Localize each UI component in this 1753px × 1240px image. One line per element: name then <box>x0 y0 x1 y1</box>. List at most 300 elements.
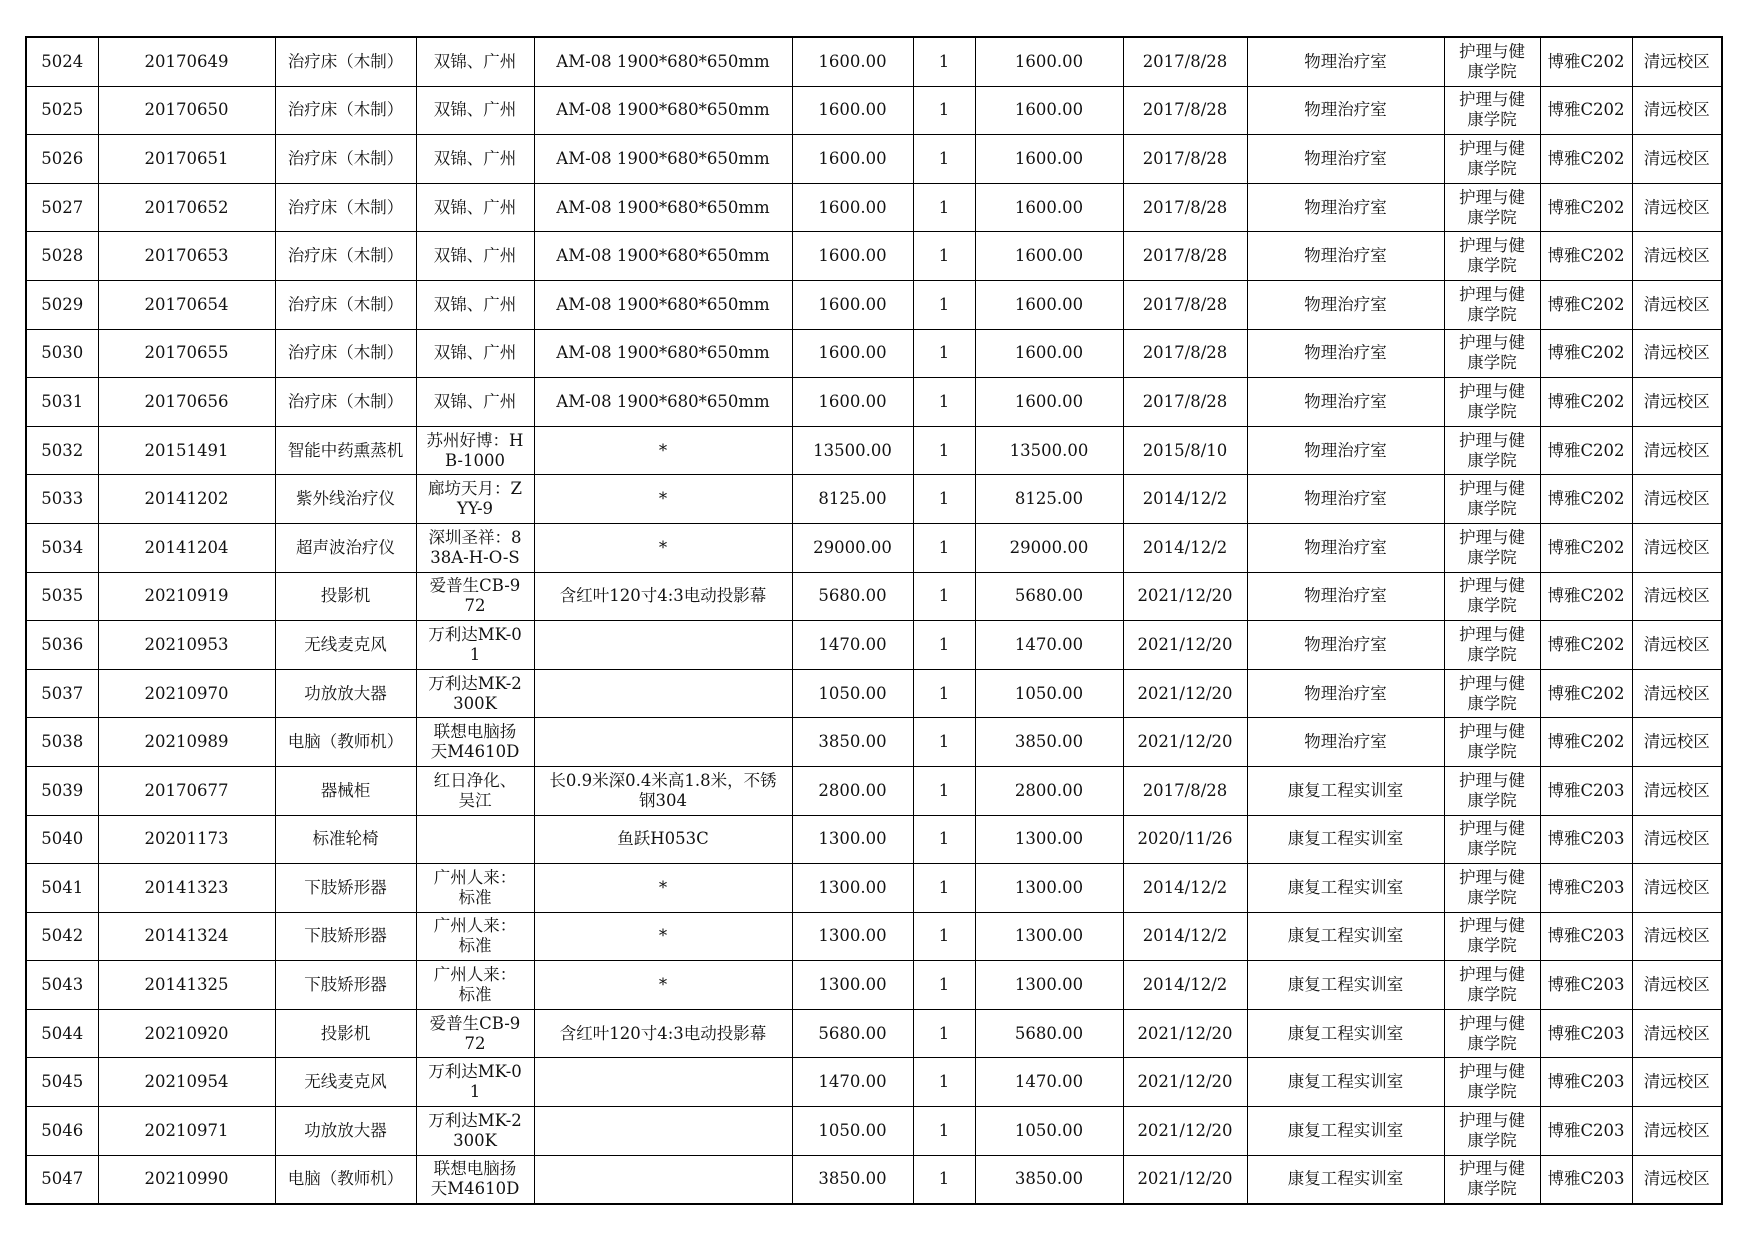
cell-room: 物理治疗室 <box>1247 86 1444 135</box>
table-row <box>26 1058 1722 1107</box>
cell-asset-name: 紫外线治疗仪 <box>275 475 416 524</box>
cell-campus: 清远校区 <box>1632 864 1722 913</box>
cell-quantity: 1 <box>913 621 975 670</box>
cell-location: 博雅C202 <box>1540 475 1632 524</box>
cell-asset-code: 20170653 <box>98 232 275 281</box>
cell-purchase-date: 2017/8/28 <box>1123 183 1247 232</box>
cell-unit-price: 3850.00 <box>792 1155 913 1204</box>
cell-asset-code: 20141204 <box>98 523 275 572</box>
cell-room: 物理治疗室 <box>1247 329 1444 378</box>
cell-specification: AM-08 1900*680*650mm <box>534 86 792 135</box>
cell-quantity: 1 <box>913 426 975 475</box>
cell-unit-price: 1600.00 <box>792 183 913 232</box>
cell-amount: 2800.00 <box>975 766 1123 815</box>
cell-purchase-date: 2021/12/20 <box>1123 621 1247 670</box>
cell-amount: 1050.00 <box>975 669 1123 718</box>
cell-unit-price: 8125.00 <box>792 475 913 524</box>
cell-campus: 清远校区 <box>1632 378 1722 427</box>
cell-brand-model: 广州人来：标准 <box>416 864 534 913</box>
cell-quantity: 1 <box>913 961 975 1010</box>
table-row <box>26 669 1722 718</box>
cell-department: 护理与健康学院 <box>1444 669 1540 718</box>
cell-quantity: 1 <box>913 135 975 184</box>
cell-room: 康复工程实训室 <box>1247 1155 1444 1204</box>
cell-asset-code: 20210953 <box>98 621 275 670</box>
cell-unit-price: 1300.00 <box>792 961 913 1010</box>
cell-seq: 5045 <box>26 1058 98 1107</box>
cell-seq: 5046 <box>26 1107 98 1156</box>
cell-purchase-date: 2021/12/20 <box>1123 1155 1247 1204</box>
cell-department: 护理与健康学院 <box>1444 426 1540 475</box>
cell-department: 护理与健康学院 <box>1444 378 1540 427</box>
cell-amount: 1600.00 <box>975 280 1123 329</box>
cell-asset-code: 20141325 <box>98 961 275 1010</box>
cell-campus: 清远校区 <box>1632 1009 1722 1058</box>
table-row <box>26 232 1722 281</box>
cell-quantity: 1 <box>913 86 975 135</box>
cell-specification: AM-08 1900*680*650mm <box>534 232 792 281</box>
cell-campus: 清远校区 <box>1632 523 1722 572</box>
cell-seq: 5036 <box>26 621 98 670</box>
cell-amount: 1300.00 <box>975 815 1123 864</box>
cell-location: 博雅C203 <box>1540 1107 1632 1156</box>
cell-seq: 5025 <box>26 86 98 135</box>
cell-asset-code: 20210919 <box>98 572 275 621</box>
cell-purchase-date: 2017/8/28 <box>1123 37 1247 86</box>
cell-amount: 1600.00 <box>975 329 1123 378</box>
cell-brand-model: 双锦、广州 <box>416 329 534 378</box>
cell-purchase-date: 2014/12/2 <box>1123 864 1247 913</box>
cell-purchase-date: 2017/8/28 <box>1123 766 1247 815</box>
cell-specification: AM-08 1900*680*650mm <box>534 183 792 232</box>
cell-brand-model: 红日净化、吴江 <box>416 766 534 815</box>
cell-quantity: 1 <box>913 572 975 621</box>
cell-department: 护理与健康学院 <box>1444 37 1540 86</box>
cell-brand-model: 双锦、广州 <box>416 378 534 427</box>
cell-asset-name: 治疗床（木制） <box>275 37 416 86</box>
cell-asset-code: 20141202 <box>98 475 275 524</box>
cell-purchase-date: 2015/8/10 <box>1123 426 1247 475</box>
cell-unit-price: 1300.00 <box>792 815 913 864</box>
cell-purchase-date: 2021/12/20 <box>1123 1107 1247 1156</box>
cell-unit-price: 1470.00 <box>792 1058 913 1107</box>
cell-room: 康复工程实训室 <box>1247 864 1444 913</box>
cell-room: 康复工程实训室 <box>1247 1058 1444 1107</box>
cell-asset-code: 20201173 <box>98 815 275 864</box>
cell-room: 物理治疗室 <box>1247 232 1444 281</box>
cell-asset-name: 治疗床（木制） <box>275 135 416 184</box>
cell-campus: 清远校区 <box>1632 1107 1722 1156</box>
cell-quantity: 1 <box>913 864 975 913</box>
cell-location: 博雅C202 <box>1540 523 1632 572</box>
cell-department: 护理与健康学院 <box>1444 864 1540 913</box>
cell-purchase-date: 2021/12/20 <box>1123 1058 1247 1107</box>
cell-asset-name: 投影机 <box>275 1009 416 1058</box>
cell-purchase-date: 2014/12/2 <box>1123 475 1247 524</box>
cell-department: 护理与健康学院 <box>1444 135 1540 184</box>
cell-campus: 清远校区 <box>1632 1155 1722 1204</box>
cell-amount: 5680.00 <box>975 1009 1123 1058</box>
cell-amount: 3850.00 <box>975 1155 1123 1204</box>
cell-amount: 1300.00 <box>975 961 1123 1010</box>
cell-seq: 5031 <box>26 378 98 427</box>
cell-asset-name: 下肢矫形器 <box>275 961 416 1010</box>
cell-quantity: 1 <box>913 475 975 524</box>
cell-purchase-date: 2017/8/28 <box>1123 329 1247 378</box>
cell-room: 物理治疗室 <box>1247 718 1444 767</box>
cell-asset-name: 功放放大器 <box>275 669 416 718</box>
cell-brand-model: 苏州好博：HB-1000 <box>416 426 534 475</box>
cell-room: 康复工程实训室 <box>1247 766 1444 815</box>
cell-quantity: 1 <box>913 37 975 86</box>
cell-seq: 5029 <box>26 280 98 329</box>
cell-room: 康复工程实训室 <box>1247 912 1444 961</box>
table-row <box>26 961 1722 1010</box>
cell-seq: 5028 <box>26 232 98 281</box>
cell-seq: 5035 <box>26 572 98 621</box>
cell-quantity: 1 <box>913 912 975 961</box>
cell-specification: AM-08 1900*680*650mm <box>534 378 792 427</box>
cell-campus: 清远校区 <box>1632 718 1722 767</box>
cell-quantity: 1 <box>913 280 975 329</box>
cell-specification: * <box>534 475 792 524</box>
cell-department: 护理与健康学院 <box>1444 815 1540 864</box>
table-row <box>26 912 1722 961</box>
cell-location: 博雅C203 <box>1540 1058 1632 1107</box>
cell-department: 护理与健康学院 <box>1444 912 1540 961</box>
cell-location: 博雅C203 <box>1540 1009 1632 1058</box>
cell-unit-price: 1600.00 <box>792 37 913 86</box>
cell-asset-code: 20210989 <box>98 718 275 767</box>
cell-quantity: 1 <box>913 815 975 864</box>
cell-asset-name: 无线麦克风 <box>275 621 416 670</box>
cell-specification <box>534 669 792 718</box>
cell-purchase-date: 2014/12/2 <box>1123 523 1247 572</box>
cell-asset-name: 治疗床（木制） <box>275 280 416 329</box>
cell-brand-model: 联想电脑扬天M4610D <box>416 1155 534 1204</box>
cell-room: 物理治疗室 <box>1247 280 1444 329</box>
cell-asset-name: 标准轮椅 <box>275 815 416 864</box>
cell-room: 物理治疗室 <box>1247 426 1444 475</box>
cell-quantity: 1 <box>913 766 975 815</box>
cell-room: 物理治疗室 <box>1247 572 1444 621</box>
cell-unit-price: 1600.00 <box>792 329 913 378</box>
cell-department: 护理与健康学院 <box>1444 1058 1540 1107</box>
cell-room: 物理治疗室 <box>1247 183 1444 232</box>
cell-seq: 5038 <box>26 718 98 767</box>
cell-asset-name: 电脑（教师机） <box>275 718 416 767</box>
table-row <box>26 572 1722 621</box>
cell-seq: 5030 <box>26 329 98 378</box>
cell-department: 护理与健康学院 <box>1444 86 1540 135</box>
cell-specification: * <box>534 961 792 1010</box>
cell-location: 博雅C203 <box>1540 1155 1632 1204</box>
cell-department: 护理与健康学院 <box>1444 572 1540 621</box>
cell-location: 博雅C203 <box>1540 815 1632 864</box>
cell-asset-code: 20170677 <box>98 766 275 815</box>
cell-campus: 清远校区 <box>1632 572 1722 621</box>
cell-amount: 8125.00 <box>975 475 1123 524</box>
cell-asset-name: 智能中药熏蒸机 <box>275 426 416 475</box>
table-row <box>26 280 1722 329</box>
cell-asset-code: 20210971 <box>98 1107 275 1156</box>
table-row <box>26 135 1722 184</box>
cell-purchase-date: 2014/12/2 <box>1123 961 1247 1010</box>
cell-asset-code: 20170655 <box>98 329 275 378</box>
cell-brand-model: 广州人来：标准 <box>416 961 534 1010</box>
cell-amount: 1470.00 <box>975 621 1123 670</box>
cell-seq: 5033 <box>26 475 98 524</box>
cell-amount: 1600.00 <box>975 135 1123 184</box>
cell-specification: * <box>534 864 792 913</box>
cell-room: 物理治疗室 <box>1247 523 1444 572</box>
cell-asset-name: 功放放大器 <box>275 1107 416 1156</box>
cell-seq: 5041 <box>26 864 98 913</box>
cell-quantity: 1 <box>913 378 975 427</box>
cell-brand-model: 爱普生CB-972 <box>416 1009 534 1058</box>
cell-specification: * <box>534 523 792 572</box>
cell-asset-code: 20210920 <box>98 1009 275 1058</box>
cell-specification: AM-08 1900*680*650mm <box>534 280 792 329</box>
cell-location: 博雅C202 <box>1540 572 1632 621</box>
cell-specification <box>534 1107 792 1156</box>
cell-amount: 1050.00 <box>975 1107 1123 1156</box>
cell-asset-name: 治疗床（木制） <box>275 86 416 135</box>
cell-amount: 1600.00 <box>975 86 1123 135</box>
cell-unit-price: 1300.00 <box>792 864 913 913</box>
cell-location: 博雅C202 <box>1540 329 1632 378</box>
cell-asset-code: 20170649 <box>98 37 275 86</box>
cell-department: 护理与健康学院 <box>1444 475 1540 524</box>
table-row <box>26 183 1722 232</box>
cell-amount: 1470.00 <box>975 1058 1123 1107</box>
cell-quantity: 1 <box>913 232 975 281</box>
cell-unit-price: 5680.00 <box>792 572 913 621</box>
cell-department: 护理与健康学院 <box>1444 232 1540 281</box>
cell-department: 护理与健康学院 <box>1444 1107 1540 1156</box>
table-row <box>26 815 1722 864</box>
cell-department: 护理与健康学院 <box>1444 961 1540 1010</box>
cell-unit-price: 1600.00 <box>792 280 913 329</box>
cell-asset-code: 20170656 <box>98 378 275 427</box>
cell-seq: 5044 <box>26 1009 98 1058</box>
cell-seq: 5043 <box>26 961 98 1010</box>
cell-campus: 清远校区 <box>1632 961 1722 1010</box>
cell-quantity: 1 <box>913 1155 975 1204</box>
cell-asset-name: 下肢矫形器 <box>275 864 416 913</box>
cell-brand-model: 万利达MK-2300K <box>416 1107 534 1156</box>
cell-room: 康复工程实训室 <box>1247 815 1444 864</box>
cell-specification <box>534 718 792 767</box>
cell-specification: 含红叶120寸4:3电动投影幕 <box>534 572 792 621</box>
cell-specification: 长0.9米深0.4米高1.8米，不锈钢304 <box>534 766 792 815</box>
cell-room: 康复工程实训室 <box>1247 1009 1444 1058</box>
cell-campus: 清远校区 <box>1632 280 1722 329</box>
cell-asset-code: 20210954 <box>98 1058 275 1107</box>
cell-seq: 5037 <box>26 669 98 718</box>
cell-seq: 5047 <box>26 1155 98 1204</box>
cell-brand-model: 爱普生CB-972 <box>416 572 534 621</box>
cell-location: 博雅C202 <box>1540 86 1632 135</box>
table-row <box>26 864 1722 913</box>
cell-department: 护理与健康学院 <box>1444 766 1540 815</box>
cell-unit-price: 1600.00 <box>792 378 913 427</box>
cell-location: 博雅C203 <box>1540 766 1632 815</box>
cell-department: 护理与健康学院 <box>1444 718 1540 767</box>
cell-purchase-date: 2017/8/28 <box>1123 280 1247 329</box>
cell-brand-model: 联想电脑扬天M4610D <box>416 718 534 767</box>
cell-campus: 清远校区 <box>1632 37 1722 86</box>
asset-table-body <box>26 37 1722 1204</box>
cell-unit-price: 1600.00 <box>792 232 913 281</box>
cell-brand-model: 双锦、广州 <box>416 280 534 329</box>
cell-specification: AM-08 1900*680*650mm <box>534 329 792 378</box>
cell-purchase-date: 2020/11/26 <box>1123 815 1247 864</box>
cell-asset-code: 20210990 <box>98 1155 275 1204</box>
cell-location: 博雅C202 <box>1540 378 1632 427</box>
cell-brand-model: 广州人来：标准 <box>416 912 534 961</box>
cell-asset-name: 治疗床（木制） <box>275 183 416 232</box>
cell-department: 护理与健康学院 <box>1444 621 1540 670</box>
cell-brand-model: 双锦、广州 <box>416 135 534 184</box>
cell-room: 物理治疗室 <box>1247 621 1444 670</box>
cell-specification <box>534 1155 792 1204</box>
cell-brand-model: 深圳圣祥：838A-H-O-S <box>416 523 534 572</box>
cell-room: 物理治疗室 <box>1247 135 1444 184</box>
table-row <box>26 37 1722 86</box>
cell-purchase-date: 2017/8/28 <box>1123 378 1247 427</box>
asset-table <box>25 36 1723 1205</box>
cell-asset-name: 下肢矫形器 <box>275 912 416 961</box>
cell-room: 物理治疗室 <box>1247 378 1444 427</box>
cell-location: 博雅C202 <box>1540 669 1632 718</box>
cell-asset-name: 投影机 <box>275 572 416 621</box>
cell-location: 博雅C202 <box>1540 718 1632 767</box>
cell-unit-price: 2800.00 <box>792 766 913 815</box>
cell-department: 护理与健康学院 <box>1444 523 1540 572</box>
cell-asset-name: 无线麦克风 <box>275 1058 416 1107</box>
cell-brand-model: 廊坊天月：ZYY-9 <box>416 475 534 524</box>
table-row <box>26 475 1722 524</box>
cell-seq: 5042 <box>26 912 98 961</box>
cell-specification: * <box>534 426 792 475</box>
cell-asset-name: 超声波治疗仪 <box>275 523 416 572</box>
cell-quantity: 1 <box>913 1058 975 1107</box>
cell-asset-code: 20151491 <box>98 426 275 475</box>
cell-location: 博雅C202 <box>1540 426 1632 475</box>
cell-unit-price: 1600.00 <box>792 86 913 135</box>
cell-purchase-date: 2021/12/20 <box>1123 669 1247 718</box>
cell-unit-price: 29000.00 <box>792 523 913 572</box>
table-row <box>26 1107 1722 1156</box>
cell-campus: 清远校区 <box>1632 815 1722 864</box>
cell-purchase-date: 2021/12/20 <box>1123 1009 1247 1058</box>
cell-amount: 1600.00 <box>975 378 1123 427</box>
cell-location: 博雅C203 <box>1540 961 1632 1010</box>
cell-unit-price: 1470.00 <box>792 621 913 670</box>
cell-purchase-date: 2014/12/2 <box>1123 912 1247 961</box>
cell-specification: 鱼跃H053C <box>534 815 792 864</box>
cell-asset-name: 治疗床（木制） <box>275 378 416 427</box>
cell-purchase-date: 2021/12/20 <box>1123 718 1247 767</box>
cell-asset-name: 治疗床（木制） <box>275 232 416 281</box>
cell-unit-price: 1300.00 <box>792 912 913 961</box>
cell-unit-price: 1050.00 <box>792 1107 913 1156</box>
cell-campus: 清远校区 <box>1632 475 1722 524</box>
table-row <box>26 426 1722 475</box>
cell-amount: 1300.00 <box>975 864 1123 913</box>
cell-asset-code: 20170652 <box>98 183 275 232</box>
cell-purchase-date: 2017/8/28 <box>1123 135 1247 184</box>
table-row <box>26 1155 1722 1204</box>
cell-room: 物理治疗室 <box>1247 475 1444 524</box>
cell-brand-model: 万利达MK-01 <box>416 621 534 670</box>
cell-campus: 清远校区 <box>1632 669 1722 718</box>
cell-amount: 13500.00 <box>975 426 1123 475</box>
cell-quantity: 1 <box>913 718 975 767</box>
cell-brand-model: 双锦、广州 <box>416 86 534 135</box>
table-row <box>26 718 1722 767</box>
cell-seq: 5026 <box>26 135 98 184</box>
cell-quantity: 1 <box>913 1009 975 1058</box>
cell-asset-code: 20170650 <box>98 86 275 135</box>
cell-seq: 5027 <box>26 183 98 232</box>
cell-specification: AM-08 1900*680*650mm <box>534 135 792 184</box>
cell-department: 护理与健康学院 <box>1444 280 1540 329</box>
table-row <box>26 378 1722 427</box>
cell-campus: 清远校区 <box>1632 86 1722 135</box>
cell-location: 博雅C202 <box>1540 621 1632 670</box>
cell-campus: 清远校区 <box>1632 183 1722 232</box>
cell-unit-price: 1600.00 <box>792 135 913 184</box>
cell-campus: 清远校区 <box>1632 135 1722 184</box>
cell-campus: 清远校区 <box>1632 621 1722 670</box>
table-row <box>26 766 1722 815</box>
cell-specification: * <box>534 912 792 961</box>
cell-amount: 29000.00 <box>975 523 1123 572</box>
cell-seq: 5039 <box>26 766 98 815</box>
cell-location: 博雅C203 <box>1540 864 1632 913</box>
cell-brand-model: 双锦、广州 <box>416 183 534 232</box>
cell-quantity: 1 <box>913 669 975 718</box>
cell-purchase-date: 2021/12/20 <box>1123 572 1247 621</box>
cell-location: 博雅C202 <box>1540 183 1632 232</box>
table-row <box>26 329 1722 378</box>
cell-location: 博雅C202 <box>1540 37 1632 86</box>
cell-purchase-date: 2017/8/28 <box>1123 232 1247 281</box>
cell-specification <box>534 1058 792 1107</box>
cell-seq: 5040 <box>26 815 98 864</box>
cell-campus: 清远校区 <box>1632 232 1722 281</box>
cell-seq: 5024 <box>26 37 98 86</box>
cell-location: 博雅C202 <box>1540 135 1632 184</box>
cell-purchase-date: 2017/8/28 <box>1123 86 1247 135</box>
cell-asset-name: 治疗床（木制） <box>275 329 416 378</box>
cell-asset-code: 20141324 <box>98 912 275 961</box>
table-row <box>26 621 1722 670</box>
cell-unit-price: 1050.00 <box>792 669 913 718</box>
cell-campus: 清远校区 <box>1632 1058 1722 1107</box>
cell-room: 康复工程实训室 <box>1247 1107 1444 1156</box>
cell-specification <box>534 621 792 670</box>
cell-brand-model: 双锦、广州 <box>416 37 534 86</box>
cell-specification: 含红叶120寸4:3电动投影幕 <box>534 1009 792 1058</box>
cell-brand-model: 万利达MK-2300K <box>416 669 534 718</box>
table-row <box>26 523 1722 572</box>
cell-brand-model: 双锦、广州 <box>416 232 534 281</box>
cell-quantity: 1 <box>913 183 975 232</box>
cell-quantity: 1 <box>913 1107 975 1156</box>
